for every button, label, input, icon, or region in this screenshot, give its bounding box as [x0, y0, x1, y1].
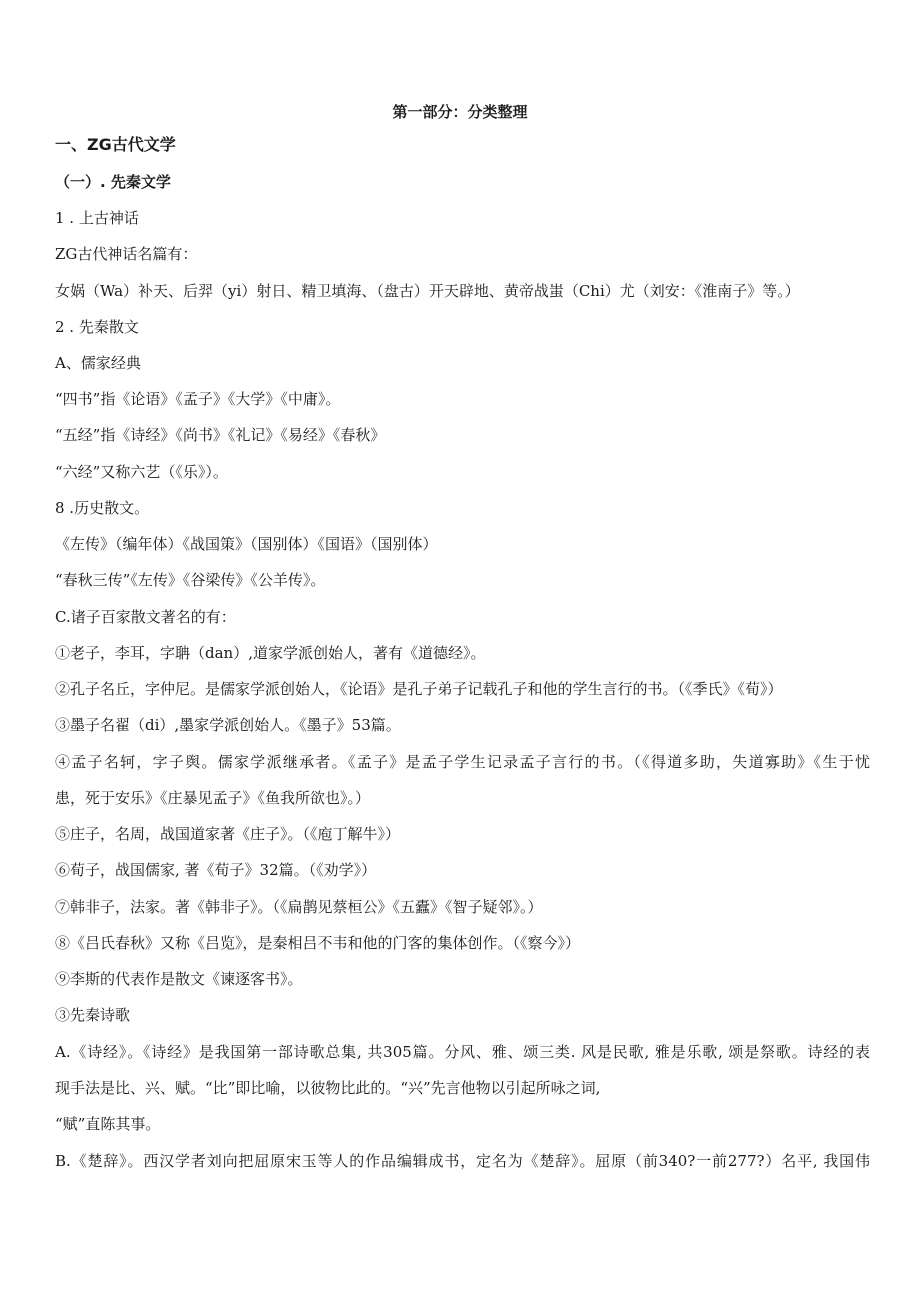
- text-line: ⑧《吕氏春秋》又称《吕览》，是秦相吕不韦和他的门客的集体创作。（《察今》）: [55, 934, 581, 952]
- text-line: ③墨子名翟（di）,墨家学派创始人。《墨子》53篇。: [55, 716, 401, 734]
- text-line: B.《楚辞》。西汉学者刘向把屈原宋玉等人的作品编辑成书，定名为《楚辞》。屈原（前340?一前277?）名平, 我国伟: [55, 1152, 870, 1170]
- text-line: ZG古代神话名篇有：: [55, 245, 198, 263]
- text-line: ⑦韩非子，法家。著《韩非子》。（《扁鹊见蔡桓公》《五蠹》《智子疑邻》。）: [55, 898, 543, 916]
- text-line: 患，死于安乐》《庄暴见孟子》《鱼我所欲也》。）: [55, 789, 371, 807]
- subsection-heading: （一）. 先秦文学: [55, 173, 171, 191]
- text-line: A、儒家经典: [55, 354, 141, 372]
- text-line: “赋”直陈其事。: [55, 1115, 161, 1133]
- text-line: “四书”指《论语》《孟子》《大学》《中庸》。: [55, 390, 341, 408]
- section-heading: 一、ZG古代文学: [55, 135, 176, 154]
- text-line: 女娲（Wa）补天、后羿（yi）射日、精卫填海、（盘古）开天辟地、黄帝战蚩（Chi）尤（刘安：《淮南子》等。）: [55, 282, 800, 300]
- text-line: ③先秦诗歌: [55, 1006, 131, 1024]
- text-line: “春秋三传”《左传》《谷梁传》《公羊传》。: [55, 571, 326, 589]
- text-line: A.《诗经》。《诗经》是我国第一部诗歌总集, 共305篇。分风、雅、颂三类. 风是民歌, 雅是乐歌, 颂是祭歌。诗经的表: [55, 1043, 870, 1061]
- text-line: ⑤庄子，名周，战国道家著《庄子》。（《庖丁解牛》）: [55, 825, 401, 843]
- text-line: C.诸子百家散文著名的有：: [55, 608, 236, 626]
- text-line: “六经”又称六艺（《乐》）。: [55, 463, 228, 481]
- text-line: 2 . 先秦散文: [55, 318, 139, 336]
- text-line: ⑨李斯的代表作是散文《谏逐客书》。: [55, 970, 303, 988]
- text-line: “五经”指《诗经》《尚书》《礼记》《易经》《春秋》: [55, 426, 386, 444]
- text-line: 现手法是比、兴、赋。“比”即比喻，以彼物比此的。“兴”先言他物以引起所咏之词,: [55, 1079, 601, 1097]
- text-line: ②孔子名丘，字仲尼。是儒家学派创始人，《论语》是孔子弟子记载孔子和他的学生言行的书。（《季氏》《荀》）: [55, 680, 783, 698]
- text-line: 《左传》（编年体）《战国策》（国别体）《国语》（国别体）: [55, 535, 438, 553]
- text-line: ④孟子名轲，字子舆。儒家学派继承者。《孟子》是孟子学生记录孟子言行的书。（《得道多助，失道寡助》《生于忧: [55, 753, 870, 771]
- text-line: 1 . 上古神话: [55, 209, 139, 227]
- text-line: 8 .历史散文。: [55, 499, 150, 517]
- text-line: ⑥荀子，战国儒家, 著《荀子》32篇。（《劝学》）: [55, 861, 377, 879]
- text-line: ①老子，李耳，字聃（dan）,道家学派创始人，著有《道德经》。: [55, 644, 486, 662]
- page-title: 第一部分：分类整理: [392, 103, 528, 121]
